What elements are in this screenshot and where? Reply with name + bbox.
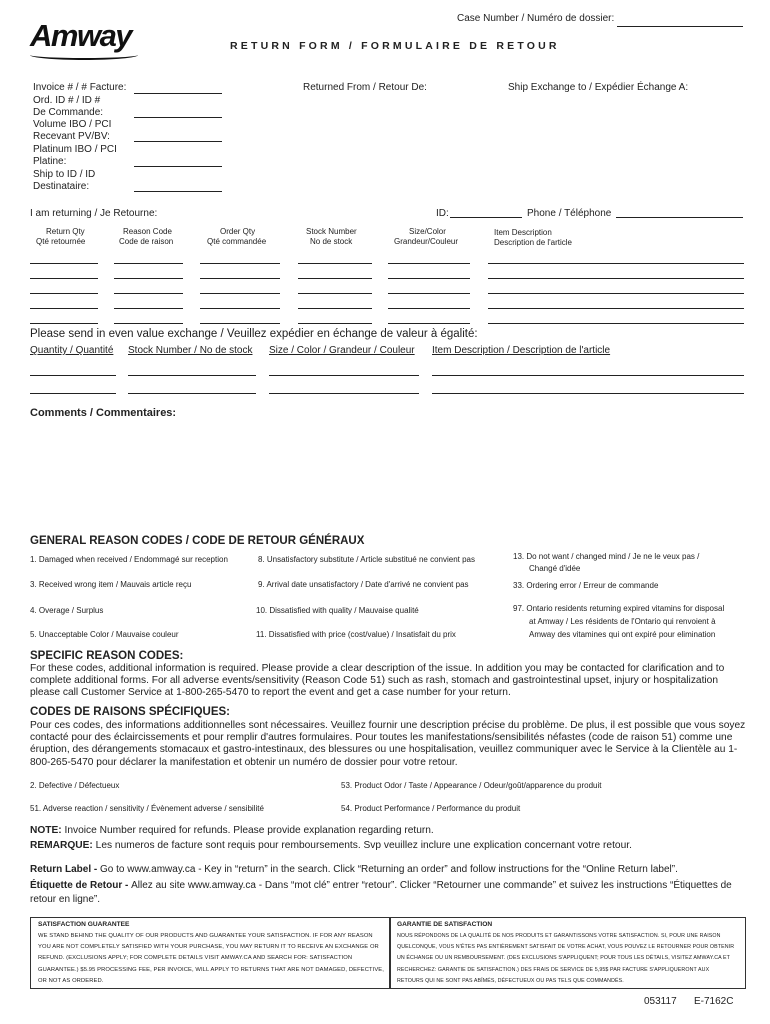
item-description-field[interactable] (488, 323, 744, 324)
invoice-label: Invoice # / # Facture: (33, 82, 127, 93)
remarque-label: REMARQUE: (30, 840, 93, 851)
exchange-size-field[interactable] (269, 375, 419, 376)
note-label: NOTE: (30, 825, 62, 836)
order-qty-field[interactable] (200, 323, 280, 324)
general-codes-heading: GENERAL REASON CODES / CODE DE RETOUR GÉNÉRAUX (30, 535, 365, 547)
exchange-instruction: Please send in even value exchange / Veuillez expédier en échange de valeur à égalité: (30, 328, 478, 340)
item-description-field[interactable] (488, 278, 744, 279)
ship-to-field[interactable] (134, 191, 222, 192)
remarque-text: Les numeros de facture sont requis pour remboursements. Svp veuillez inclure une explication concernant votre retour. (92, 840, 632, 851)
reason-code-13-fr: Changé d'idée (529, 564, 581, 573)
volume-field[interactable] (134, 141, 222, 142)
exchange-col-size: Size / Color / Grandeur / Couleur (269, 345, 415, 356)
size-color-field[interactable] (388, 263, 470, 264)
size-color-field[interactable] (388, 323, 470, 324)
reason-code-5: 5. Unacceptable Color / Mauvaise couleur (30, 630, 179, 639)
footer-form-code: E-7162C (694, 996, 734, 1007)
note-line (30, 825, 434, 836)
volume-label: Volume IBO / PCI (33, 119, 112, 130)
reason-code-3: 3. Received wrong item / Mauvais article reçu (30, 580, 192, 589)
guarantee-title-fr: GARANTIE DE SATISFACTION (397, 921, 493, 928)
reason-code-field[interactable] (114, 293, 183, 294)
reason-code-11: 11. Dissatisfied with price (cost/value) / Insatisfait du prix (256, 630, 456, 639)
col-item-description-fr: Description de l'article (494, 238, 573, 247)
reason-code-33: 33. Ordering error / Erreur de commande (513, 581, 659, 590)
guarantee-text-fr: NOUS RÉPONDONS DE LA QUALITÉ DE NOS PRODUITS ET GARANTISSONS VOTRE SATISFACTION. SI, POUR UNE RAISON QUELCONQUE, VOUS N'ÊTES PAS ENTIÈREMENT SATISFAIT DE VOTRE ACHAT, VOUS POUVEZ LE RETOURNER POUR OBTENIR UN ÉCHANGE OU UN REMBOURSEMENT. (DES EXCLUSIONS S'APPLIQUENT; POUR TOUS LES DÉTAILS, VISITEZ AMWAY.CA ET RECHERCHEZ: GARANTIE DE SATISFACTION.) DES FRAIS DE SERVICE DE 5,95$ PAR FACTURE S'APPLIQUERONT AUX RETOURS QUI NE SONT PAS ABÎMÉS, DÉFECTUEUX OU PAS TELS QUE COMMANDÉS. (397, 933, 735, 984)
ship-to-label-2: Destinataire: (33, 181, 90, 192)
return-qty-field[interactable] (30, 308, 98, 309)
item-description-field[interactable] (488, 293, 744, 294)
ship-to-label: Ship to ID / ID (33, 169, 96, 180)
return-qty-field[interactable] (30, 263, 98, 264)
id-field[interactable] (450, 217, 522, 218)
size-color-field[interactable] (388, 308, 470, 309)
col-order-qty-fr: Qté commandée (207, 237, 267, 246)
ship-exchange-label: Ship Exchange to / Expédier Échange A: (508, 82, 689, 93)
ord-id-field[interactable] (134, 117, 222, 118)
exchange-description-field[interactable] (432, 393, 744, 394)
order-qty-field[interactable] (200, 263, 280, 264)
return-label-heading: Return Label - (30, 864, 101, 875)
ord-id-label: Ord. ID # / ID # (33, 95, 101, 106)
reason-code-field[interactable] (114, 308, 183, 309)
returning-label: I am returning / Je Retourne: (30, 208, 158, 219)
col-reason-code-fr: Code de raison (119, 237, 174, 246)
stock-number-field[interactable] (298, 278, 372, 279)
exchange-col-description: Item Description / Description de l'article (432, 345, 611, 356)
reason-code-field[interactable] (114, 263, 183, 264)
exchange-stock-field[interactable] (128, 375, 256, 376)
specific-codes-heading-fr: CODES DE RAISONS SPÉCIFIQUES: (30, 706, 231, 718)
return-label-line (30, 864, 678, 875)
col-size-color-fr: Grandeur/Couleur (394, 237, 459, 246)
reason-code-51: 51. Adverse reaction / sensitivity / Évènement adverse / sensibilité (30, 804, 264, 813)
exchange-size-field[interactable] (269, 393, 419, 394)
invoice-field[interactable] (134, 93, 222, 94)
reason-code-4: 4. Overage / Surplus (30, 606, 104, 615)
col-return-qty-fr: Qté retournée (36, 237, 86, 246)
exchange-qty-field[interactable] (30, 393, 116, 394)
case-number-field[interactable] (617, 26, 743, 27)
col-order-qty: Order Qty (220, 227, 256, 236)
exchange-col-quantity: Quantity / Quantité (30, 345, 114, 356)
etiquette-text: Allez au site www.amway.ca - Dans “mot clé” entrer “retour”. Clicker “Retourner une commande” et suivez les instructions “Étiquettes de retour en ligne”. (30, 880, 732, 905)
volume-label-2: Recevant PV/BV: (33, 131, 110, 142)
reason-code-field[interactable] (114, 278, 183, 279)
size-color-field[interactable] (388, 293, 470, 294)
platinum-label: Platinum IBO / PCI (33, 144, 117, 155)
specific-codes-text-fr: Pour ces codes, des informations additionnelles sont nécessaires. Veuillez fournir une description précise du problème. De plus, il est possible que vous soyez contacté pour des éclaircissements et pour remplir d'autres formulaires. Pour toutes les manifestations/sensibilités néfastes (code de raison 51) comme une éruption, des dérangements stomacaux et gastro-intestinaux, des blessures ou une hospitalisation, veuillez communiquer avec le Service à la Clientèle au 1-800-265-5470 pour déclarer la manifestation et obtenir un numéro de dossier pour votre retour. (30, 720, 746, 768)
stock-number-field[interactable] (298, 263, 372, 264)
phone-label: Phone / Téléphone (527, 208, 612, 219)
order-qty-field[interactable] (200, 293, 280, 294)
col-stock-number-fr: No de stock (310, 237, 353, 246)
amway-logo: Amway (30, 18, 132, 53)
returned-from-label: Returned From / Retour De: (303, 82, 427, 93)
comments-area[interactable] (30, 424, 744, 524)
remarque-line (30, 840, 632, 851)
specific-codes-heading-en: SPECIFIC REASON CODES: (30, 650, 184, 662)
col-reason-code: Reason Code (123, 227, 172, 236)
return-qty-field[interactable] (30, 323, 98, 324)
etiquette-line (30, 879, 742, 906)
reason-code-97: 97. Ontario residents returning expired vitamins for disposal (513, 604, 725, 613)
reason-code-10: 10. Dissatisfied with quality / Mauvaise qualité (256, 606, 419, 615)
col-size-color: Size/Color (409, 227, 446, 236)
stock-number-field[interactable] (298, 323, 372, 324)
platinum-label-2: Platine: (33, 156, 67, 167)
ord-id-label-2: De Commande: (33, 107, 104, 118)
reason-code-54: 54. Product Performance / Performance du produit (341, 804, 521, 813)
exchange-qty-field[interactable] (30, 375, 116, 376)
logo-swoosh-icon (30, 50, 138, 60)
guarantee-title-en: SATISFACTION GUARANTEE (38, 921, 130, 928)
exchange-stock-field[interactable] (128, 393, 256, 394)
guarantee-text-en: WE STAND BEHIND THE QUALITY OF OUR PRODUCTS AND GUARANTEE YOUR SATISFACTION. IF FOR ANY REASON YOU ARE NOT COMPLETELY SATISFIED WITH YOUR PURCHASE, YOU MAY RETURN IT TO RECEIVE AN EXCHANGE OR REFUND. (EXCLUSIONS APPLY; FOR COMPLETE DETAILS VISIT AMWAY.CA AND SEARCH FOR: SATISFACTION GUARANTEE.) $5.95 PROCESSING FEE, PER INVOICE, WILL APPLY TO RETURNS THAT ARE NOT DAMAGED, DEFECTIVE, OR NOT AS ORDERED. (38, 933, 384, 984)
case-number-label: Case Number / Numéro de dossier: (457, 13, 615, 24)
comments-label: Comments / Commentaires: (30, 407, 177, 419)
reason-code-13: 13. Do not want / changed mind / Je ne le veux pas / (513, 552, 700, 561)
col-stock-number: Stock Number (306, 227, 357, 236)
order-qty-field[interactable] (200, 308, 280, 309)
item-description-field[interactable] (488, 263, 744, 264)
size-color-field[interactable] (388, 278, 470, 279)
footer-code-date: 053117 (644, 996, 677, 1007)
form-title: RETURN FORM / FORMULAIRE DE RETOUR (230, 40, 560, 52)
etiquette-heading: Étiquette de Retour - (30, 880, 132, 891)
stock-number-field[interactable] (298, 293, 372, 294)
reason-code-1: 1. Damaged when received / Endommagé sur reception (30, 555, 228, 564)
return-qty-field[interactable] (30, 293, 98, 294)
exchange-col-stock: Stock Number / No de stock (128, 345, 253, 356)
note-text: Invoice Number required for refunds. Please provide explanation regarding return. (61, 825, 434, 836)
platinum-field[interactable] (134, 166, 222, 167)
reason-code-field[interactable] (114, 323, 183, 324)
reason-code-97-line-2: at Amway / Les résidents de l'Ontario qui renvoient à (529, 617, 716, 626)
reason-code-9: 9. Arrival date unsatisfactory / Date d'arrivé ne convient pas (258, 580, 469, 589)
reason-code-53: 53. Product Odor / Taste / Appearance / Odeur/goût/apparence du produit (341, 781, 602, 790)
id-label: ID: (436, 208, 449, 219)
return-qty-field[interactable] (30, 278, 98, 279)
order-qty-field[interactable] (200, 278, 280, 279)
return-label-text: Go to www.amway.ca - Key in “return” in the search. Click “Returning an order” and follow instructions for the “Online Return label”. (100, 864, 678, 875)
col-return-qty: Return Qty (46, 227, 85, 236)
reason-code-2: 2. Defective / Défectueux (30, 781, 120, 790)
item-description-field[interactable] (488, 308, 744, 309)
stock-number-field[interactable] (298, 308, 372, 309)
exchange-description-field[interactable] (432, 375, 744, 376)
reason-code-8: 8. Unsatisfactory substitute / Article substitué ne convient pas (258, 555, 475, 564)
specific-codes-text-en: For these codes, additional information is required. Please provide a clear description of the issue. In addition you may be contacted for clarification and to complete additional forms. For all adverse events/sensitivity (Reason Code 51) such as rash, stomach and gastrointestinal upset, injury or hospitalization please call Customer Service at 1-800-265-5470 to report the event and get a case number for your return. (30, 663, 725, 699)
col-item-description: Item Description (494, 228, 552, 237)
phone-field[interactable] (616, 217, 743, 218)
reason-code-97-line-3: Amway des vitamines qui ont expiré pour elimination (529, 630, 716, 639)
